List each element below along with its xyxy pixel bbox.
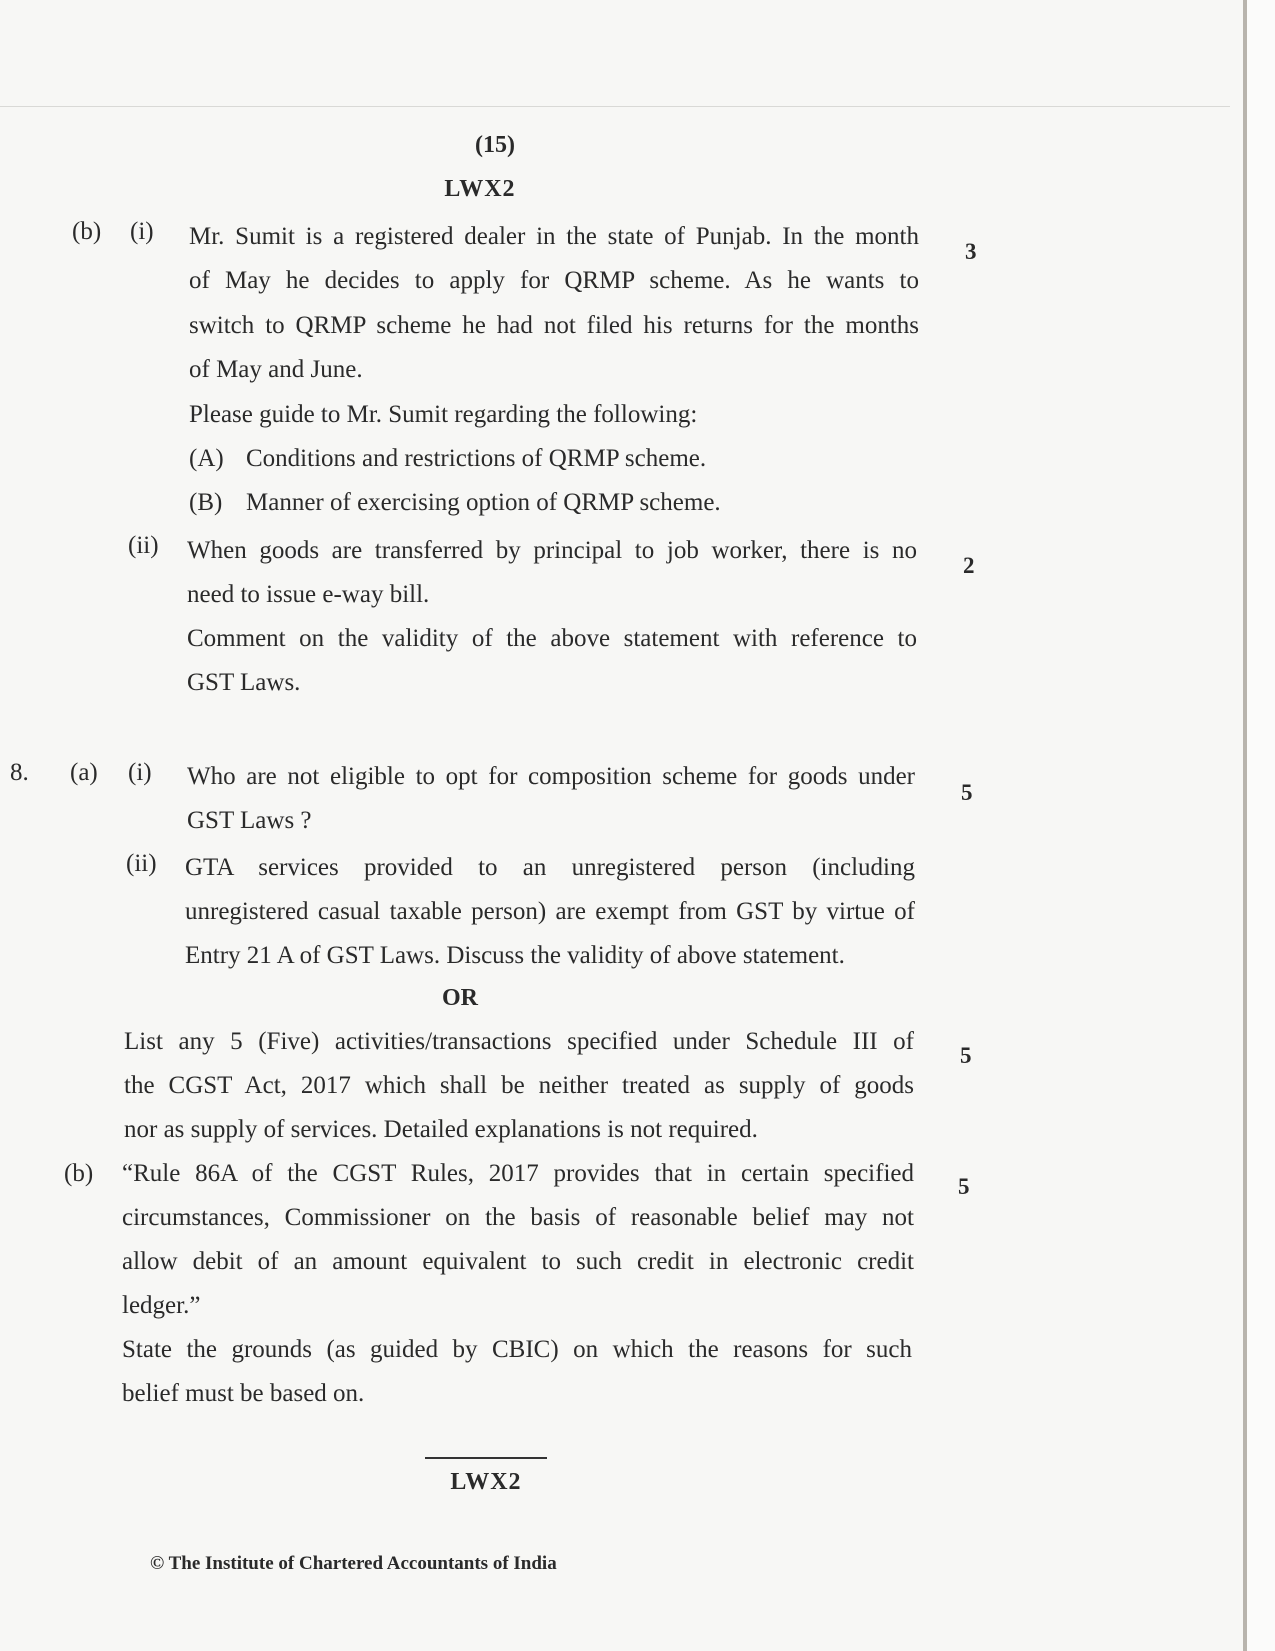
- q-b-i-guide: Please guide to Mr. Sumit regarding the following:: [189, 401, 698, 428]
- page-number: (15): [475, 132, 515, 158]
- top-rule: [0, 106, 1230, 107]
- q8-a-ii-line-1: GTA services provided to an unregistered person (including: [185, 854, 915, 881]
- q8-number: 8.: [10, 759, 29, 786]
- q-b-i-B-label: (B): [189, 489, 223, 516]
- q8-or-marks: 5: [960, 1043, 972, 1068]
- copyright-footer: © The Institute of Chartered Accountants of India: [150, 1553, 557, 1574]
- paper-code-top: LWX2: [444, 176, 516, 202]
- q8-a-i-line-2: GST Laws ?: [187, 807, 312, 834]
- q8-b-label: (b): [64, 1160, 94, 1187]
- q-b-ii-marks: 2: [963, 553, 975, 578]
- q8-b-line-2: circumstances, Commissioner on the basis of reasonable belief may not: [122, 1204, 914, 1231]
- q-b-i-line-4: of May and June.: [189, 356, 363, 383]
- q-b-ii-line-4: GST Laws.: [187, 669, 301, 696]
- q-b-i-A-label: (A): [189, 445, 224, 472]
- page-edge-shade: [1247, 0, 1275, 1651]
- q8-b-marks: 5: [958, 1174, 970, 1199]
- q8-a-ii-line-3: Entry 21 A of GST Laws. Discuss the validity of above statement.: [185, 942, 845, 969]
- q8-b-line-5: State the grounds (as guided by CBIC) on which the reasons for such: [122, 1336, 912, 1363]
- q-b-i-label: (i): [130, 218, 154, 245]
- q-b-ii-line-3: Comment on the validity of the above statement with reference to: [187, 625, 917, 652]
- q8-b-line-1: “Rule 86A of the CGST Rules, 2017 provides that in certain specified: [122, 1160, 914, 1187]
- q-b-ii-line-1: When goods are transferred by principal to job worker, there is no: [187, 537, 917, 564]
- q-b-i-marks: 3: [965, 239, 977, 264]
- q-b-ii-line-2: need to issue e-way bill.: [187, 581, 430, 608]
- q8-or-line-3: nor as supply of services. Detailed explanations is not required.: [124, 1116, 758, 1143]
- q-b-i-line-1: Mr. Sumit is a registered dealer in the state of Punjab. In the month: [189, 223, 919, 250]
- q8-b-line-4: ledger.”: [122, 1292, 201, 1319]
- q8-a-ii-label: (ii): [126, 850, 157, 877]
- q8-a-ii-line-2: unregistered casual taxable person) are exempt from GST by virtue of: [185, 898, 915, 925]
- end-rule: [425, 1457, 547, 1459]
- q8-a-i-line-1: Who are not eligible to opt for composition scheme for goods under: [187, 763, 915, 790]
- q8-a-label: (a): [70, 759, 98, 786]
- q8-a-i-label: (i): [128, 759, 152, 786]
- q8-b-line-3: allow debit of an amount equivalent to such credit in electronic credit: [122, 1248, 914, 1275]
- q-b-ii-label: (ii): [128, 532, 159, 559]
- q8-b-line-6: belief must be based on.: [122, 1380, 365, 1407]
- q-b-i-A-text: Conditions and restrictions of QRMP scheme.: [246, 445, 707, 472]
- q8-or-line-1: List any 5 (Five) activities/transactions specified under Schedule III of: [124, 1028, 914, 1055]
- q-b-label: (b): [72, 218, 102, 245]
- q8-or-line-2: the CGST Act, 2017 which shall be neither treated as supply of goods: [124, 1072, 914, 1099]
- q-b-i-B-text: Manner of exercising option of QRMP scheme.: [246, 489, 721, 516]
- paper-code-bottom: LWX2: [450, 1469, 522, 1495]
- q-b-i-line-2: of May he decides to apply for QRMP scheme. As he wants to: [189, 267, 919, 294]
- q-b-i-line-3: switch to QRMP scheme he had not filed his returns for the months: [189, 312, 919, 339]
- or-separator: OR: [442, 985, 478, 1011]
- q8-a-i-marks: 5: [961, 780, 973, 805]
